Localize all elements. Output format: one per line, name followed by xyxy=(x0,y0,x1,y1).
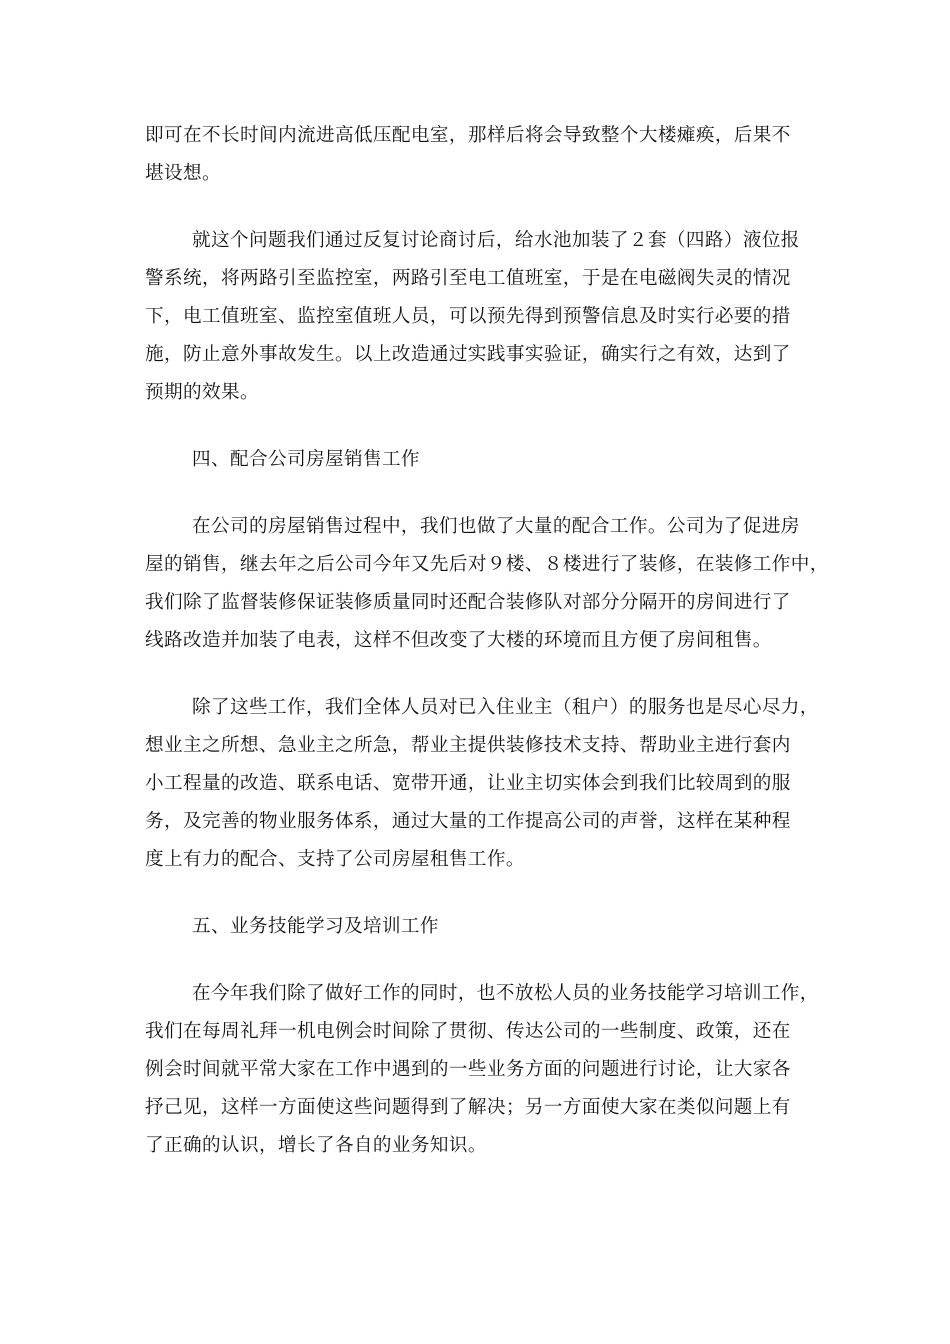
text-line: 下，电工值班室、监控室值班人员，可以预先得到预警信息及时实行必要的措 xyxy=(145,306,791,327)
text-line: 想业主之所想、急业主之所急，帮业主提供装修技术支持、帮助业主进行套内 xyxy=(145,735,791,756)
text-line: 预期的效果。 xyxy=(145,382,259,403)
text-line: 警系统，将两路引至监控室，两路引至电工值班室，于是在电磁阀失灵的情况 xyxy=(145,268,791,289)
text-line: 堪设想。 xyxy=(145,163,221,184)
text-line: 例会时间就平常大家在工作中遇到的一些业务方面的问题进行讨论，让大家各 xyxy=(145,1059,791,1080)
text-line: 施，防止意外事故发生。以上改造通过实践事实验证，确实行之有效，达到了 xyxy=(145,344,791,365)
text-line: 抒己见，这样一方面使这些问题得到了解决；另一方面使大家在类似问题上有 xyxy=(145,1097,791,1118)
text-line: 在公司的房屋销售过程中，我们也做了大量的配合工作。公司为了促进房 xyxy=(192,516,800,537)
text-line: 除了这些工作，我们全体人员对已入住业主（租户）的服务也是尽心尽力， xyxy=(192,697,819,718)
text-line: 了正确的认识，增长了各自的业务知识。 xyxy=(145,1135,487,1156)
text-line: 线路改造并加装了电表，这样不但改变了大楼的环境而且方便了房间租售。 xyxy=(145,630,772,651)
text-line: 度上有力的配合、支持了公司房屋租售工作。 xyxy=(145,849,525,870)
text-line: 小工程量的改造、联系电话、宽带开通，让业主切实体会到我们比较周到的服 xyxy=(145,773,791,794)
text-line: 在今年我们除了做好工作的同时，也不放松人员的业务技能学习培训工作， xyxy=(192,983,819,1004)
section-heading: 四、配合公司房屋销售工作 xyxy=(192,449,420,470)
text-line: 我们除了监督装修保证装修质量同时还配合装修队对部分分隔开的房间进行了 xyxy=(145,592,791,613)
text-line: 屋的销售，继去年之后公司今年又先后对９楼、８楼进行了装修，在装修工作中， xyxy=(145,554,829,575)
text-line: 即可在不长时间内流进高低压配电室，那样后将会导致整个大楼瘫痪，后果不 xyxy=(145,125,791,146)
text-line: 就这个问题我们通过反复讨论商讨后，给水池加装了２套（四路）液位报 xyxy=(192,230,800,251)
text-line: 务，及完善的物业服务体系，通过大量的工作提高公司的声誉，这样在某种程 xyxy=(145,811,791,832)
text-line: 我们在每周礼拜一机电例会时间除了贯彻、传达公司的一些制度、政策，还在 xyxy=(145,1021,791,1042)
section-heading: 五、业务技能学习及培训工作 xyxy=(192,916,439,937)
